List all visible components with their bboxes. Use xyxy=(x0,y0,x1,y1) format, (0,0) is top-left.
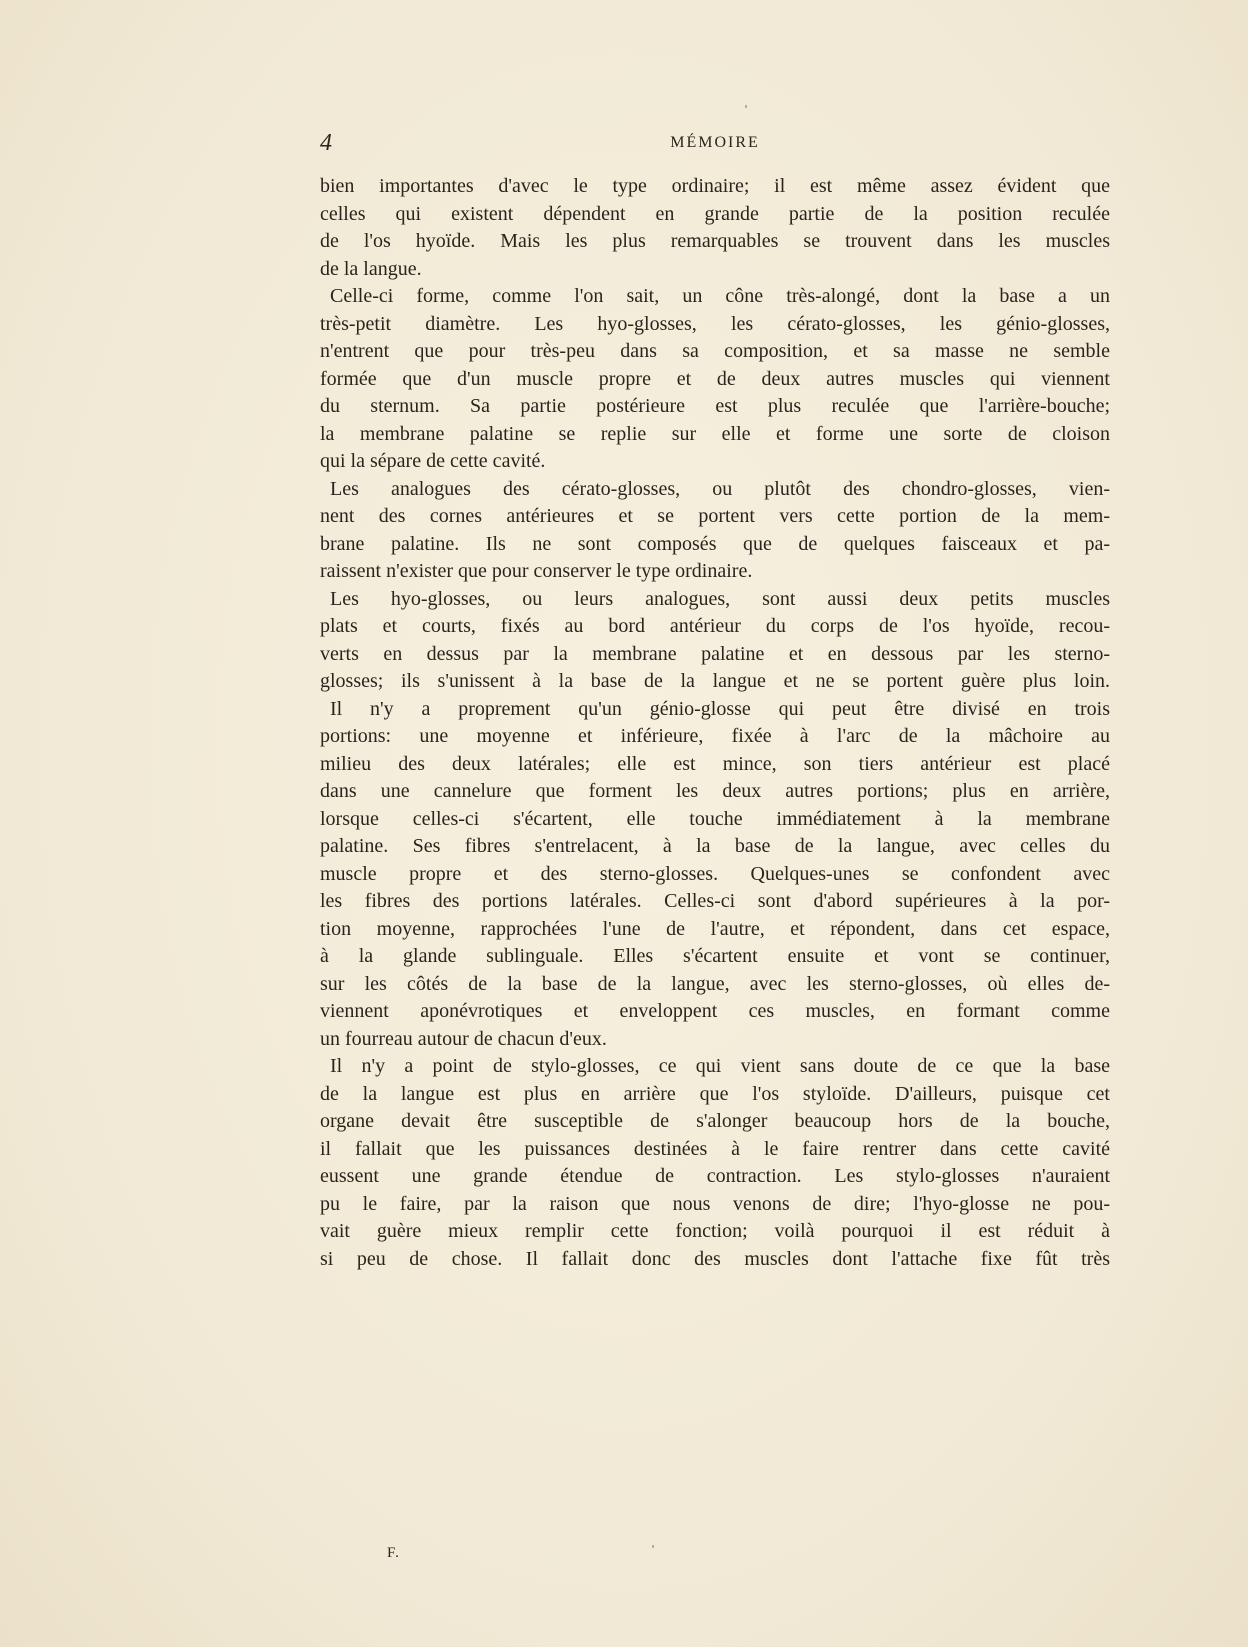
text-line: de l'os hyoïde. Mais les plus remarquables se trouvent dans les muscles xyxy=(320,230,1110,252)
text-line: si peu de chose. Il fallait donc des muscles dont l'attache fixe fût très xyxy=(320,1247,1110,1270)
text-line: Les analogues des cérato-glosses, ou plutôt des chondro-glosses, vien- xyxy=(330,477,1110,500)
text-line: sur les côtés de la base de la langue, avec les sterno-glosses, où elles de- xyxy=(320,972,1110,995)
signature-mark: F. xyxy=(387,1545,400,1561)
text-line: plats et courts, fixés au bord antérieur du corps de l'os hyoïde, recou- xyxy=(320,615,1110,637)
paper-speck xyxy=(652,1545,654,1548)
text-line: à la glande sublinguale. Elles s'écartent ensuite et vont se continuer, xyxy=(320,945,1110,967)
text-line: nent des cornes antérieures et se portent vers cette portion de la mem- xyxy=(320,505,1110,527)
text-line: brane palatine. Ils ne sont composés que de quelques faisceaux et pa- xyxy=(320,532,1110,555)
text-line: dans une cannelure que forment les deux autres portions; plus en arrière, xyxy=(320,780,1110,802)
text-line: muscle propre et des sterno-glosses. Quelques-unes se confondent avec xyxy=(320,862,1110,885)
text-line: celles qui existent dépendent en grande partie de la position reculée xyxy=(320,202,1110,225)
text-line: milieu des deux latérales; elle est mince, son tiers antérieur est placé xyxy=(320,752,1110,775)
text-line: tion moyenne, rapprochées l'une de l'autre, et répondent, dans cet espace, xyxy=(320,917,1110,940)
paper-speck xyxy=(745,105,747,108)
text-line: de la langue est plus en arrière que l'os styloïde. D'ailleurs, puisque cet xyxy=(320,1082,1110,1105)
running-head: MÉMOIRE xyxy=(670,134,760,151)
text-line: lorsque celles-ci s'écartent, elle touche immédiatement à la membrane xyxy=(320,807,1110,830)
text-line: un fourreau autour de chacun d'eux. xyxy=(320,1027,607,1050)
text-line: glosses; ils s'unissent à la base de la langue et ne se portent guère plus loin. xyxy=(320,670,1110,692)
text-line: eussent une grande étendue de contraction. Les stylo-glosses n'auraient xyxy=(320,1165,1110,1187)
page-number: 4 xyxy=(320,130,332,156)
text-line: pu le faire, par la raison que nous venons de dire; l'hyo-glosse ne pou- xyxy=(320,1192,1110,1215)
text-line: Il n'y a point de stylo-glosses, ce qui vient sans doute de ce que la base xyxy=(330,1055,1110,1077)
text-line: Les hyo-glosses, ou leurs analogues, sont aussi deux petits muscles xyxy=(330,587,1110,610)
text-line: la membrane palatine se replie sur elle et forme une sorte de cloison xyxy=(320,422,1110,445)
body-text xyxy=(320,173,1110,1273)
text-line: les fibres des portions latérales. Celles-ci sont d'abord supérieures à la por- xyxy=(320,890,1110,912)
text-line: Celle-ci forme, comme l'on sait, un cône très-alongé, dont la base a un xyxy=(330,285,1110,307)
text-line: il fallait que les puissances destinées à le faire rentrer dans cette cavité xyxy=(320,1137,1110,1160)
text-line: formée que d'un muscle propre et de deux autres muscles qui viennent xyxy=(320,367,1110,390)
text-line: Il n'y a proprement qu'un génio-glosse qui peut être divisé en trois xyxy=(330,697,1110,720)
text-line: portions: une moyenne et inférieure, fixée à l'arc de la mâchoire au xyxy=(320,725,1110,747)
text-line: palatine. Ses fibres s'entrelacent, à la base de la langue, avec celles du xyxy=(320,835,1110,857)
text-line: vait guère mieux remplir cette fonction; voilà pourquoi il est réduit à xyxy=(320,1220,1110,1242)
text-line: très-petit diamètre. Les hyo-glosses, les cérato-glosses, les génio-glosses, xyxy=(320,312,1110,335)
text-line: raissent n'exister que pour conserver le type ordinaire. xyxy=(320,560,753,582)
text-line: organe devait être susceptible de s'alonger beaucoup hors de la bouche, xyxy=(320,1110,1110,1132)
page-header xyxy=(320,130,1110,160)
text-line: bien importantes d'avec le type ordinaire; il est même assez évident que xyxy=(320,175,1110,197)
text-line: qui la sépare de cette cavité. xyxy=(320,450,546,472)
text-line: viennent aponévrotiques et enveloppent ces muscles, en formant comme xyxy=(320,1000,1110,1022)
text-line: verts en dessus par la membrane palatine et en dessous par les sterno- xyxy=(320,642,1110,665)
text-line: du sternum. Sa partie postérieure est plus reculée que l'arrière-bouche; xyxy=(320,395,1110,417)
text-line: n'entrent que pour très-peu dans sa composition, et sa masse ne semble xyxy=(320,340,1110,362)
text-line: de la langue. xyxy=(320,257,422,280)
